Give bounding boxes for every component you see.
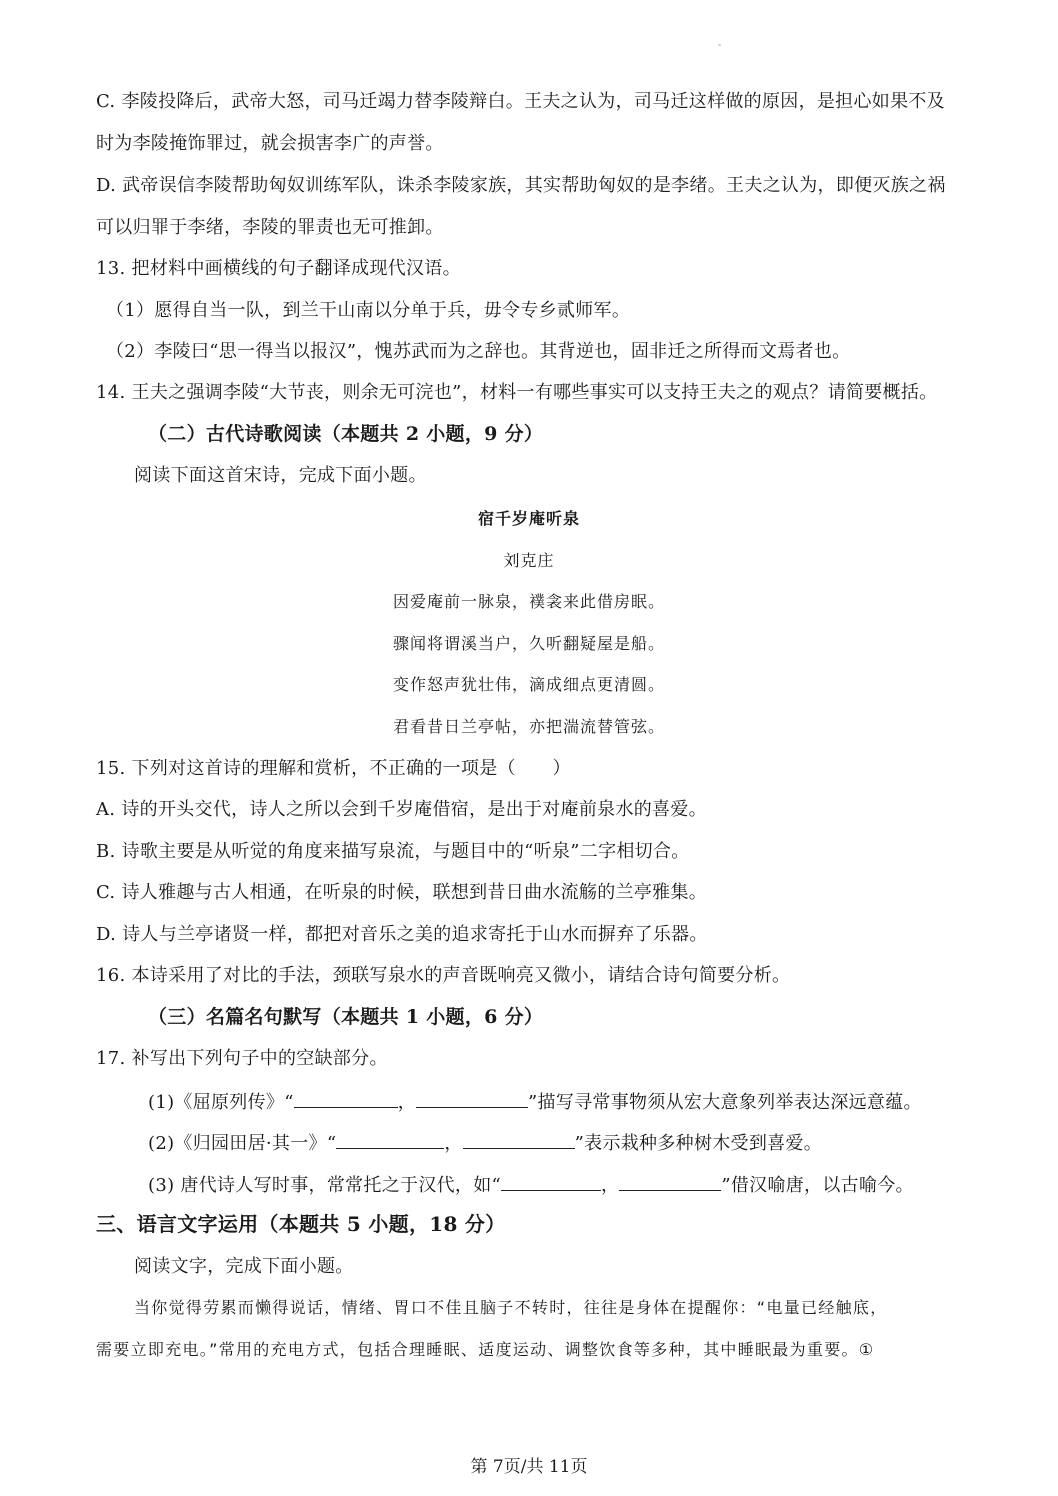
blank-comma: ， [397,1092,417,1113]
q15-stem: 15. 下列对这首诗的理解和赏析，不正确的一项是（ ） [96,758,571,779]
section2-intro: 阅读下面这首宋诗，完成下面小题。 [134,465,427,486]
poem-line: 君看昔日兰亭帖，亦把湍流替管弦。 [392,717,665,736]
q17-item-3-prefix: (3) 唐代诗人写时事，常常托之于汉代，如“ [148,1175,502,1196]
q17-item-1 [148,1089,922,1115]
poem-line: 变作怒声犹壮伟，滴成细点更清圆。 [392,675,665,694]
material-line-1: 当你觉得劳累而懒得说话，情绪、胃口不佳且脑子不转时，往往是身体在提醒你：“电量已经触底， [134,1298,888,1317]
part3-intro: 阅读文字，完成下面小题。 [134,1256,354,1277]
q13-stem: 13. 把材料中画横线的句子翻译成现代汉语。 [96,258,461,279]
q12-option-d-line1: D. 武帝误信李陵帮助匈奴训练军队，诛杀李陵家族，其实帮助匈奴的是李绪。王夫之认为，即便灭族之祸 [96,175,946,196]
answer-blank[interactable] [463,1130,575,1149]
q17-item-2 [148,1130,822,1156]
q17-stem: 17. 补写出下列句子中的空缺部分。 [96,1048,388,1069]
page-number: 第 7页/共 11页 [470,1457,588,1477]
q14-stem: 14. 王夫之强调李陵“大节丧，则余无可浣也”，材料一有哪些事实可以支持王夫之的观点？请简要概括。 [96,382,938,403]
part3-heading: 三、语言文字运用（本题共 5 小题，18 分） [96,1212,506,1236]
q16-stem: 16. 本诗采用了对比的手法，颈联写泉水的声音既响亮又微小，请结合诗句简要分析。 [96,965,791,986]
q17-item-2-prefix: (2)《归园田居·其一》“ [148,1133,337,1154]
poem-author: 刘克庄 [503,551,555,570]
q17-item-2-suffix: ”表示栽种多种树木受到喜爱。 [574,1133,823,1154]
poem-line: 因爱庵前一脉泉，襆衾来此借房眠。 [392,592,665,611]
q15-option-d: D. 诗人与兰亭诸贤一样，都把对音乐之美的追求寄托于山水而摒弃了乐器。 [96,924,708,945]
blank-comma: ， [601,1175,620,1196]
top-mark: - [718,40,722,51]
answer-blank[interactable] [416,1089,528,1108]
q12-option-c-line2: 时为李陵掩饰罪过，就会损害李广的声誉。 [96,133,444,154]
q17-item-3-suffix: ”借汉喻唐，以古喻今。 [721,1175,914,1196]
answer-blank[interactable] [294,1089,398,1108]
q15-option-b: B. 诗歌主要是从听觉的角度来描写泉流，与题目中的“听泉”二字相切合。 [96,841,690,862]
q13-item-2: （2）李陵曰“思一得当以报汉”，愧苏武而为之辞也。其背逆也，固非迁之所得而文焉者也。 [106,341,851,362]
q15-option-a: A. 诗的开头交代，诗人之所以会到千岁庵借宿，是出于对庵前泉水的喜爱。 [96,799,707,820]
section3-heading: （三）名篇名句默写（本题共 1 小题，6 分） [148,1006,544,1028]
poem-line: 骤闻将谓溪当户，久听翻疑屋是船。 [392,634,665,653]
answer-blank[interactable] [619,1172,721,1191]
answer-blank[interactable] [501,1172,601,1191]
q17-item-3 [148,1172,914,1198]
q17-item-1-suffix: ”描写寻常事物须从宏大意象列举表达深远意蕴。 [528,1092,922,1113]
poem-title: 宿千岁庵听泉 [477,509,580,528]
q13-item-1: （1）愿得自当一队，到兰干山南以分单于兵，毋令专乡贰师军。 [106,300,631,321]
q12-option-d-line2: 可以归罪于李绪，李陵的罪责也无可推卸。 [96,217,444,238]
blank-comma: ， [444,1133,463,1154]
material-line-2: 需要立即充电。”常用的充电方式，包括合理睡眠、适度运动、调整饮食等多种，其中睡眠最为重要。① [96,1340,875,1359]
answer-blank[interactable] [336,1130,444,1149]
q15-option-c: C. 诗人雅趣与古人相通，在听泉的时候，联想到昔日曲水流觞的兰亭雅集。 [96,882,708,903]
q17-item-1-prefix: (1)《屈原列传》“ [148,1092,294,1113]
section2-heading: （二）古代诗歌阅读（本题共 2 小题，9 分） [148,423,544,445]
q12-option-c-line1: C. 李陵投降后，武帝大怒，司马迁竭力替李陵辩白。王夫之认为，司马迁这样做的原因，是担心如果不及 [96,91,945,112]
